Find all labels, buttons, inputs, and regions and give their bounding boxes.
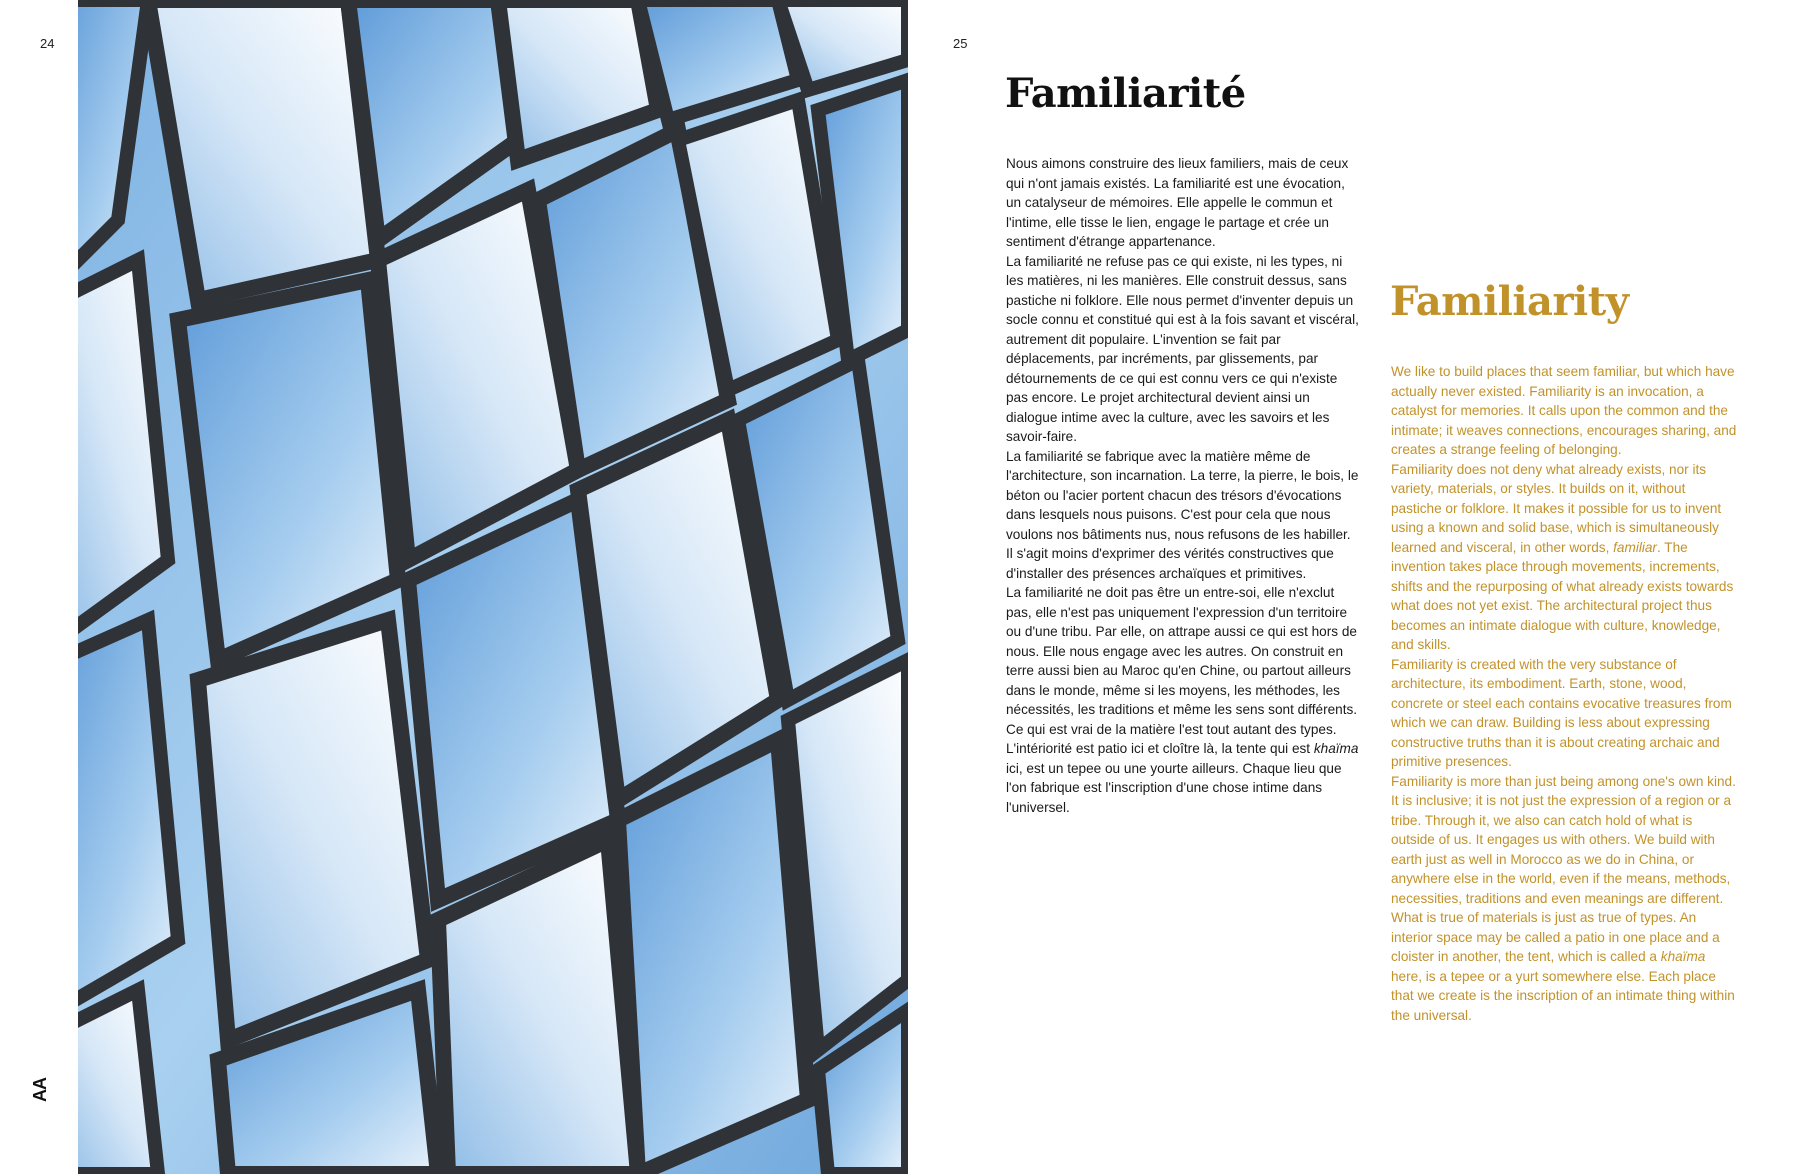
english-italic-word: khaïma	[1660, 949, 1706, 964]
english-title: Familiarity	[1390, 278, 1629, 325]
english-paragraph	[1391, 460, 1739, 655]
english-paragraph: We like to build places that seem familiar, but which have actually never existed. Familiarity is an invocation, a catalyst for memories. It calls upon the common and the intimate; it weaves connections, encourages sharing, and creates a strange feeling of belonging.	[1391, 364, 1737, 457]
english-text: Familiarity does not deny what already exists, nor its variety, materials, or styles. It builds on it, without pastiche or folklore. It makes it possible for us to invent using a known and solid base, which is simultaneously learned and visceral, in other words,	[1391, 461, 1722, 555]
logo-text: AA	[30, 1078, 50, 1102]
french-paragraph: La familiarité ne refuse pas ce qui existe, ni les types, ni les matières, ni les manières. Elle construit dessus, sans pastiche ni folklore. Elle nous permet d'inventer depuis un socle connu et constitué qui est à la fois savant et viscéral, autrement dit populaire. L'invention se fait par déplacements, par incréments, par glissements, par détournements de ce qui est connu vers ce qui n'existe pas encore. Le projet architectural devient ainsi un dialogue intime avec la culture, avec les savoirs et les savoir-faire.	[1006, 253, 1359, 444]
publisher-logo	[30, 1062, 52, 1102]
english-paragraph: Familiarity is created with the very substance of architecture, its embodiment. Earth, stone, wood, concrete or steel each contains evocative treasures from which we can draw. Building is less about expressing constructive truths than it is about creating archaic and primitive presences.	[1391, 656, 1732, 769]
english-paragraph	[1391, 772, 1739, 1026]
french-title: Familiarité	[1005, 70, 1246, 117]
english-text: here, is a tepee or a yurt somewhere else. Each place that we create is the inscription of an intimate thing within the universal.	[1391, 968, 1735, 1023]
french-paragraph: La familiarité se fabrique avec la matière même de l'architecture, son incarnation. La terre, la pierre, le bois, le béton ou l'acier portent chacun des trésors d'évocations dans lesquels nous puisons. C'est pour cela que nous voulons nos bâtiments nus, nous refusons de les habiller. Il s'agit moins d'exprimer des vérités constructives que d'installer des présences archaïques et primitives.	[1006, 448, 1359, 581]
english-italic-word: familiar	[1613, 539, 1657, 555]
facade-photo	[78, 0, 908, 1174]
french-italic-word: khaïma	[1313, 741, 1359, 756]
english-text: Familiarity is more than just being among one's own kind. It is inclusive; it is not just the expression of a region or a tribe. Through it, we also can catch hold of what is outside of us. It engages us with others. We build with earth just as well in Morocco as we do in China, or anywhere else in the world, even if the means, methods, necessities, traditions and even meanings are different. What is true of materials is just as true of types. An interior space may be called a patio in one place and a cloister in another, the tent, which is called a	[1391, 773, 1736, 964]
facade-photo-illustration	[78, 0, 908, 1174]
page-number-right: 25	[953, 36, 968, 51]
english-text: . The invention takes place through movements, increments, shifts and the repurposing of what already exists towards what does not yet exist. The architectural project thus becomes an intimate dialogue with culture, knowledge, and skills.	[1391, 539, 1734, 652]
page-number-left: 24	[40, 36, 55, 51]
french-text: La familiarité ne doit pas être un entre-soi, elle n'exclut pas, elle n'est pas uniquement l'expression d'un territoire ou d'une tribu. Par elle, on attrape aussi ce qui est hors de nous. Elle nous engage avec les autres. On construit en terre aussi bien au Maroc qu'en Chine, ou partout ailleurs dans le monde, même si les moyens, les méthodes, les nécessités, les traditions et même les sens sont différents. Ce qui est vrai de la matière l'est tout autant des types. L'intériorité est patio ici et cloître là, la tente qui est	[1006, 585, 1358, 756]
french-paragraph	[1006, 583, 1360, 817]
french-paragraph: Nous aimons construire des lieux familiers, mais de ceux qui n'ont jamais existés. La familiarité est une évocation, un catalyseur de mémoires. Elle appelle le commun et l'intime, elle tisse le lien, engage le partage et crée un sentiment d'étrange appartenance.	[1006, 156, 1349, 249]
french-body	[1006, 154, 1360, 817]
english-body	[1391, 362, 1739, 1025]
french-text: ici, est un tepee ou une yourte ailleurs. Chaque lieu que l'on fabrique est l'inscription d'une chose intime dans l'universel.	[1006, 760, 1342, 815]
